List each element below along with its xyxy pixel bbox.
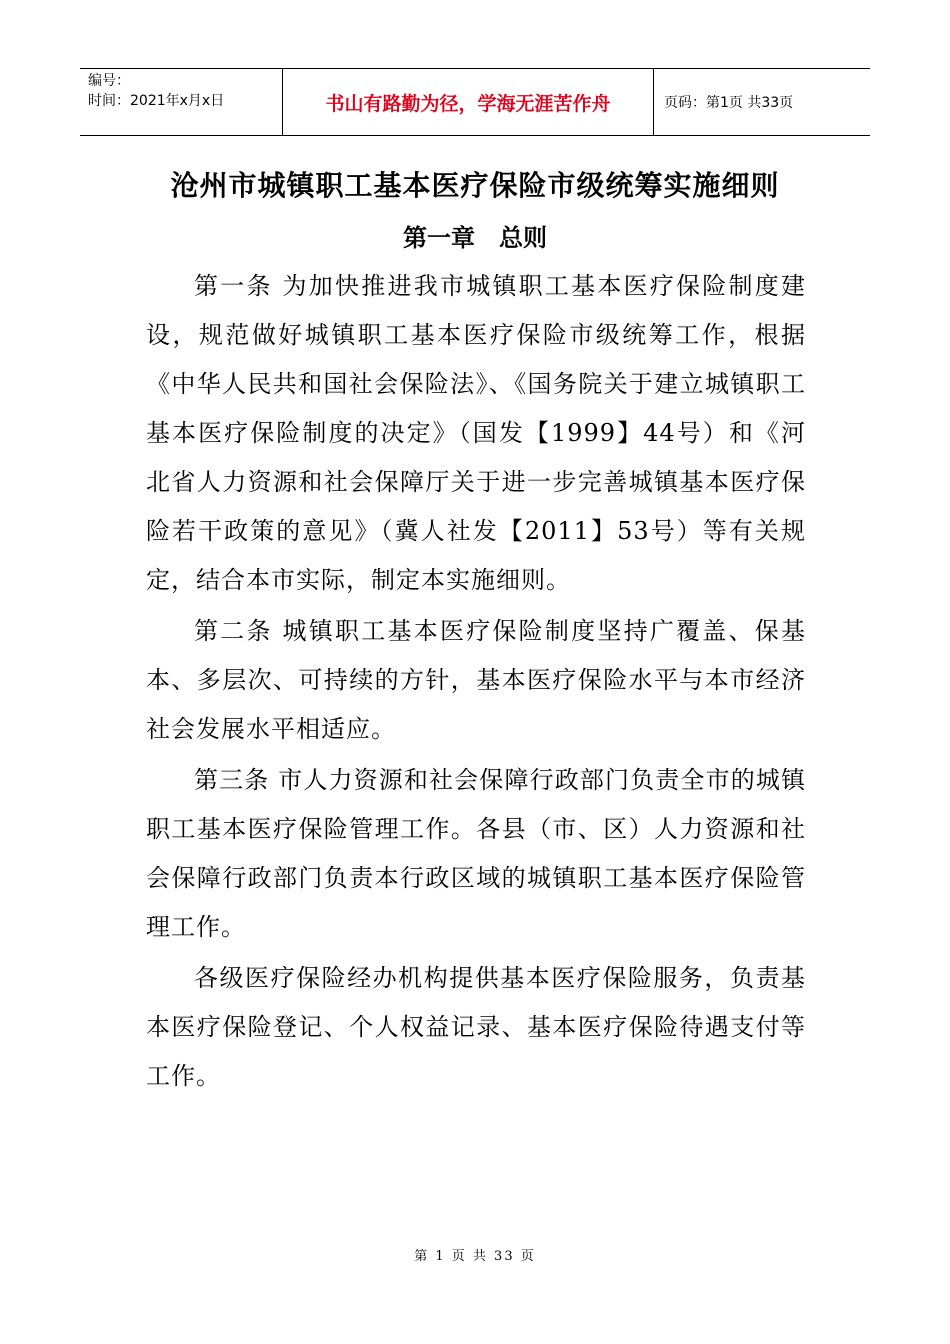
time-label: 时间：2021年x月x日 xyxy=(88,93,225,109)
motto-text: 书山有路勤为径，学海无涯苦作舟 xyxy=(325,92,611,115)
header-motto xyxy=(282,69,654,135)
document-title: 沧州市城镇职工基本医疗保险市级统筹实施细则 xyxy=(170,169,780,202)
page-info-text: 页码：第1页 共33页 xyxy=(664,95,794,111)
article-paragraph: 各级医疗保险经办机构提供基本医疗保险服务，负责基本医疗保险登记、个人权益记录、基本医疗保险待遇支付等工作。 xyxy=(146,964,806,1090)
number-label: 编号： xyxy=(88,73,130,89)
header-page-info xyxy=(654,69,870,135)
header-meta xyxy=(80,69,282,135)
article-paragraph: 第一条 为加快推进我市城镇职工基本医疗保险制度建设，规范做好城镇职工基本医疗保险市级统筹工作，根据《中华人民共和国社会保险法》、《国务院关于建立城镇职工基本医疗保险制度的决定》（国发【1999】44号）和《河北省人力资源和社会保障厅关于进一步完善城镇基本医疗保险若干政策的意见》（冀人社发【2011】53号）等有关规定，结合本市实际，制定本实施细则。 xyxy=(146,272,806,594)
document-header xyxy=(80,68,870,136)
page-footer: 第 1 页 共 33 页 xyxy=(414,1249,536,1264)
article-paragraph: 第三条 市人力资源和社会保障行政部门负责全市的城镇职工基本医疗保险管理工作。各县（市、区）人力资源和社会保障行政部门负责本行政区域的城镇职工基本医疗保险管理工作。 xyxy=(146,766,806,941)
document-body xyxy=(146,262,806,1103)
chapter-title: 第一章 总则 xyxy=(403,224,547,252)
article-paragraph: 第二条 城镇职工基本医疗保险制度坚持广覆盖、保基本、多层次、可持续的方针，基本医疗保险水平与本市经济社会发展水平相适应。 xyxy=(146,617,806,743)
